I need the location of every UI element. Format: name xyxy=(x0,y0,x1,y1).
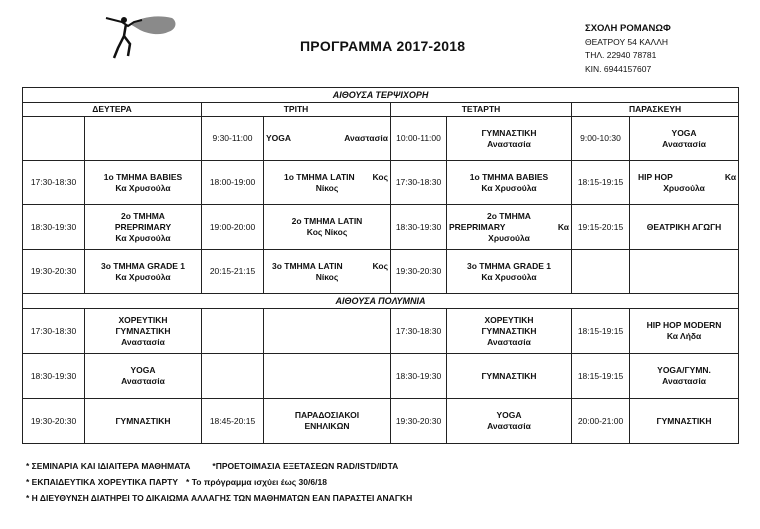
table-row xyxy=(23,309,739,354)
time-cell: 19:30-20:30 xyxy=(23,250,85,294)
time-cell xyxy=(23,117,85,161)
class-cell: HIP HOP MODERN Κα Λήδα xyxy=(630,309,739,354)
time-cell: 19:30-20:30 xyxy=(391,399,447,444)
days-header xyxy=(23,103,739,117)
time-cell: 17:30-18:30 xyxy=(391,309,447,354)
hall-name: ΑΙΘΟΥΣΑ ΠΟΛΥΜΝΙΑ xyxy=(23,294,739,309)
time-cell: 18:30-19:30 xyxy=(23,205,85,250)
class-cell: YOGA Αναστασία xyxy=(447,399,572,444)
class-cell: ΧΟΡΕΥΤΙΚΗ ΓΥΜΝΑΣΤΙΚΗ Αναστασία xyxy=(85,309,202,354)
table-row xyxy=(23,354,739,399)
table-row xyxy=(23,117,739,161)
table-row xyxy=(23,161,739,205)
time-cell: 18:15-19:15 xyxy=(572,309,630,354)
school-info xyxy=(585,22,671,76)
class-cell xyxy=(630,250,739,294)
time-cell: 19:00-20:00 xyxy=(202,205,264,250)
class-cell: HIP HOP Κα Χρυσούλα xyxy=(630,161,739,205)
class-cell: 1ο ΤΜΗΜΑ LATIN Κος Νίκος xyxy=(264,161,391,205)
time-cell xyxy=(202,354,264,399)
time-cell: 18:30-19:30 xyxy=(391,205,447,250)
table-row xyxy=(23,399,739,444)
class-cell: ΓΥΜΝΑΣΤΙΚΗ xyxy=(447,354,572,399)
class-cell: ΓΥΜΝΑΣΤΙΚΗ xyxy=(630,399,739,444)
time-cell: 9:00-10:30 xyxy=(572,117,630,161)
class-cell xyxy=(85,117,202,161)
page-title: ΠΡΟΓΡΑΜΜΑ 2017-2018 xyxy=(300,38,466,54)
class-cell: 1ο ΤΜΗΜΑ BABIES Κα Χρυσούλα xyxy=(447,161,572,205)
time-cell xyxy=(202,309,264,354)
class-cell: YOGA Αναστασία xyxy=(85,354,202,399)
note-line: * ΕΚΠΑΙΔΕΥΤΙΚΑ ΧΟΡΕΥΤΙΚΑ ΠΑΡΤΥ * Το πρόγραμμα ισχύει έως 30/6/18 xyxy=(26,477,327,487)
dancer-logo xyxy=(100,4,180,60)
class-cell xyxy=(264,354,391,399)
table-row xyxy=(23,250,739,294)
time-cell: 17:30-18:30 xyxy=(23,161,85,205)
note-line: * Η ΔΙΕΥΘΥΝΣΗ ΔΙΑΤΗΡΕΙ ΤΟ ΔΙΚΑΙΩΜΑ ΑΛΛΑΓΗΣ ΤΩΝ ΜΑΘΗΜΑΤΩΝ ΕΑΝ ΠΑΡΑΣΤΕΙ ΑΝΑΓΚΗ xyxy=(26,493,413,503)
time-cell: 18:15-19:15 xyxy=(572,161,630,205)
time-cell: 19:30-20:30 xyxy=(391,250,447,294)
class-cell: ΓΥΜΝΑΣΤΙΚΗ Αναστασία xyxy=(447,117,572,161)
note-line: * ΣΕΜΙΝΑΡΙΑ ΚΑΙ ΙΔΙΑΙΤΕΡΑ ΜΑΘΗΜΑΤΑ *ΠΡΟΕΤΟΙΜΑΣΙΑ ΕΞΕΤΑΣΕΩΝ RAD/ISTD/IDTA xyxy=(26,461,399,471)
time-cell: 9:30-11:00 xyxy=(202,117,264,161)
time-cell: 20:00-21:00 xyxy=(572,399,630,444)
class-cell: 3ο ΤΜΗΜΑ GRADE 1 Κα Χρυσούλα xyxy=(85,250,202,294)
class-cell: 3ο ΤΜΗΜΑ LATIN Κος Νίκος xyxy=(264,250,391,294)
class-cell: ΧΟΡΕΥΤΙΚΗ ΓΥΜΝΑΣΤΙΚΗ Αναστασία xyxy=(447,309,572,354)
class-cell: 2ο ΤΜΗΜΑ LATIN Κος Νίκος xyxy=(264,205,391,250)
class-cell: YOGA/ΓΥΜΝ. Αναστασία xyxy=(630,354,739,399)
time-cell: 18:00-19:00 xyxy=(202,161,264,205)
hall-name: ΑΙΘΟΥΣΑ ΤΕΡΨΙΧΟΡΗ xyxy=(23,88,739,103)
school-address: ΘΕΑΤΡΟΥ 54 ΚΑΛΛΗ xyxy=(585,36,669,47)
class-cell: YOGA Αναστασία xyxy=(630,117,739,161)
class-cell: ΓΥΜΝΑΣΤΙΚΗ xyxy=(85,399,202,444)
time-cell xyxy=(572,250,630,294)
time-cell: 17:30-18:30 xyxy=(391,161,447,205)
class-cell: 3ο ΤΜΗΜΑ GRADE 1 Κα Χρυσούλα xyxy=(447,250,572,294)
table-row xyxy=(23,205,739,250)
time-cell: 19:30-20:30 xyxy=(23,399,85,444)
class-cell: YOGA Αναστασία xyxy=(264,117,391,161)
school-mobile: ΚΙΝ. 6944157607 xyxy=(585,63,652,74)
class-cell: 1ο ΤΜΗΜΑ BABIES Κα Χρυσούλα xyxy=(85,161,202,205)
class-cell: 2ο ΤΜΗΜΑ PREPRIMARY Κα Χρυσούλα xyxy=(447,205,572,250)
time-cell: 18:15-19:15 xyxy=(572,354,630,399)
class-cell xyxy=(264,309,391,354)
time-cell: 10:00-11:00 xyxy=(391,117,447,161)
time-cell: 18:30-19:30 xyxy=(23,354,85,399)
schedule-table xyxy=(22,87,739,444)
time-cell: 18:30-19:30 xyxy=(391,354,447,399)
day-tuesday: ΤΡΙΤΗ xyxy=(202,103,391,117)
time-cell: 19:15-20:15 xyxy=(572,205,630,250)
hall-header-terpsichore xyxy=(23,88,739,103)
footer-notes xyxy=(26,458,412,506)
time-cell: 20:15-21:15 xyxy=(202,250,264,294)
time-cell: 17:30-18:30 xyxy=(23,309,85,354)
school-name: ΣΧΟΛΗ ΡΟΜΑΝΩΦ xyxy=(585,23,671,34)
time-cell: 18:45-20:15 xyxy=(202,399,264,444)
day-monday: ΔΕΥΤΕΡΑ xyxy=(23,103,202,117)
day-wednesday: ΤΕΤΑΡΤΗ xyxy=(391,103,572,117)
day-friday: ΠΑΡΑΣΚΕΥΗ xyxy=(572,103,739,117)
hall-header-polymnia xyxy=(23,294,739,309)
class-cell: ΠΑΡΑΔΟΣΙΑΚΟΙ ΕΝΗΛΙΚΩΝ xyxy=(264,399,391,444)
school-phone: ΤΗΛ. 22940 78781 xyxy=(585,50,657,60)
class-cell: 2ο ΤΜΗΜΑ PREPRIMARY Κα Χρυσούλα xyxy=(85,205,202,250)
class-cell: ΘΕΑΤΡΙΚΗ ΑΓΩΓΗ xyxy=(630,205,739,250)
